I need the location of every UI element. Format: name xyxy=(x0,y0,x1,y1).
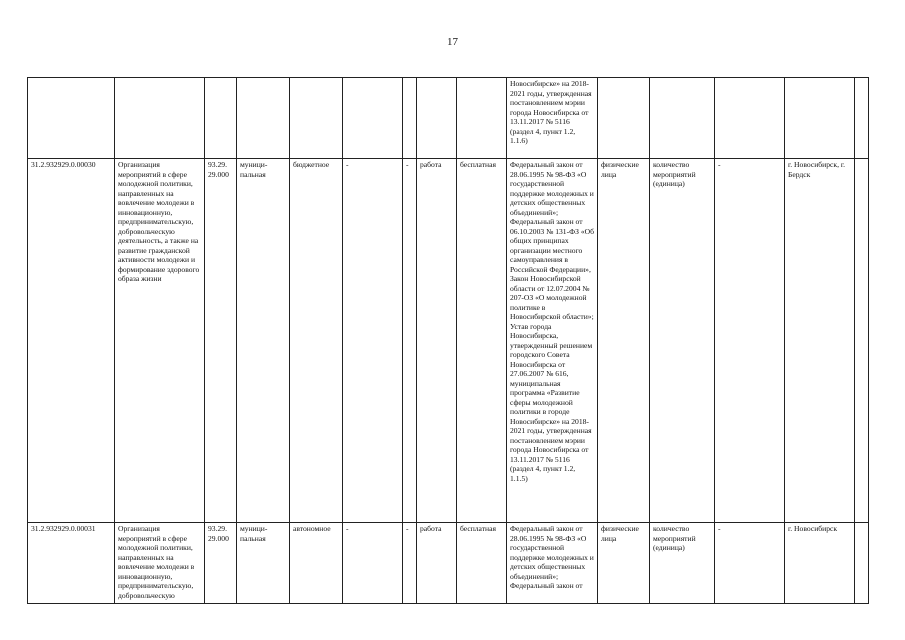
cell-location xyxy=(785,78,855,159)
cell-col7: - xyxy=(403,159,417,523)
cell-extra xyxy=(855,523,869,604)
cell-payment: бесплатная xyxy=(457,159,507,523)
cell-col13: - xyxy=(715,159,785,523)
regulation-text: Новосибирске» на 2018-2021 годы, утвержденная постановлением мэрии города Новосибирска от 13.11.2017 № 5116 (раздел 4, пункт 1.2, 1.1.6) xyxy=(510,79,592,145)
cell-col13 xyxy=(715,78,785,159)
table-row xyxy=(28,523,869,604)
cell-payment: бесплатная xyxy=(457,523,507,604)
cell-extra xyxy=(855,78,869,159)
cell-code xyxy=(28,78,115,159)
cell-name xyxy=(115,78,205,159)
cell-indicator: количество мероприятий (единица) xyxy=(650,523,715,604)
cell-location: г. Новосибирск xyxy=(785,523,855,604)
cell-kind: работа xyxy=(417,523,457,604)
cell-indicator xyxy=(650,78,715,159)
cell-kind: работа xyxy=(417,159,457,523)
cell-institution-type: бюджетное xyxy=(290,159,343,523)
cell-ownership: муници-пальная xyxy=(237,523,290,604)
cell-col6: - xyxy=(343,523,403,604)
cell-col13: - xyxy=(715,523,785,604)
cell-okved xyxy=(205,78,237,159)
cell-okved: 93.29. 29.000 xyxy=(205,523,237,604)
cell-institution-type xyxy=(290,78,343,159)
cell-col6: - xyxy=(343,159,403,523)
cell-name: Организация мероприятий в сфере молодежной политики, направленных на вовлечение молодежи в инновационную, предпринимательскую, добровольческую деятельность, а также на развитие гражданской активности молодежи и формирование здорового образа жизни xyxy=(115,159,205,523)
cell-ownership xyxy=(237,78,290,159)
cell-ownership: муници-пальная xyxy=(237,159,290,523)
cell-indicator: количество мероприятий (единица) xyxy=(650,159,715,523)
page-number: 17 xyxy=(447,36,458,48)
cell-name: Организация мероприятий в сфере молодежной политики, направленных на вовлечение молодежи в инновационную, предпринимательскую, добровольческую xyxy=(115,523,205,604)
cell-institution-type: автономное xyxy=(290,523,343,604)
cell-code: 31.2.932929.0.00030 xyxy=(28,159,115,523)
cell-kind xyxy=(417,78,457,159)
cell-code: 31.2.932929.0.00031 xyxy=(28,523,115,604)
cell-col7 xyxy=(403,78,417,159)
cell-col7: - xyxy=(403,523,417,604)
table-row xyxy=(28,159,869,523)
cell-okved: 93.29. 29.000 xyxy=(205,159,237,523)
cell-consumers xyxy=(598,78,650,159)
cell-col6 xyxy=(343,78,403,159)
cell-consumers: физические лица xyxy=(598,523,650,604)
table-row-continuation xyxy=(28,78,869,159)
cell-consumers: физические лица xyxy=(598,159,650,523)
cell-location: г. Новосибирск, г. Бердск xyxy=(785,159,855,523)
cell-payment xyxy=(457,78,507,159)
cell-regulation: Федеральный закон от 28.06.1995 № 98-ФЗ «О государственной поддержке молодежных и детских общественных объединений»; Федеральный закон от xyxy=(507,523,598,604)
cell-extra xyxy=(855,159,869,523)
cell-regulation xyxy=(507,78,598,159)
cell-regulation: Федеральный закон от 28.06.1995 № 98-ФЗ «О государственной поддержке молодежных и детских общественных объединений»; Федеральный закон от 06.10.2003 № 131-ФЗ «Об общих принципах организации местного самоуправления в Российской Федерации», Закон Новосибирской области от 12.07.2004 № 207-ОЗ «О молодежной политике в Новосибирской области»; Устав города Новосибирска, утвержденный решением городского Совета Новосибирска от 27.06.2007 № 616, муниципальная программа «Развитие сферы молодежной политики в городе Новосибирске» на 2018-2021 годы, утвержденная постановлением мэрии города Новосибирска от 13.11.2017 № 5116 (раздел 4, пункт 1.2, 1.1.5) xyxy=(507,159,598,523)
services-table xyxy=(27,77,869,604)
